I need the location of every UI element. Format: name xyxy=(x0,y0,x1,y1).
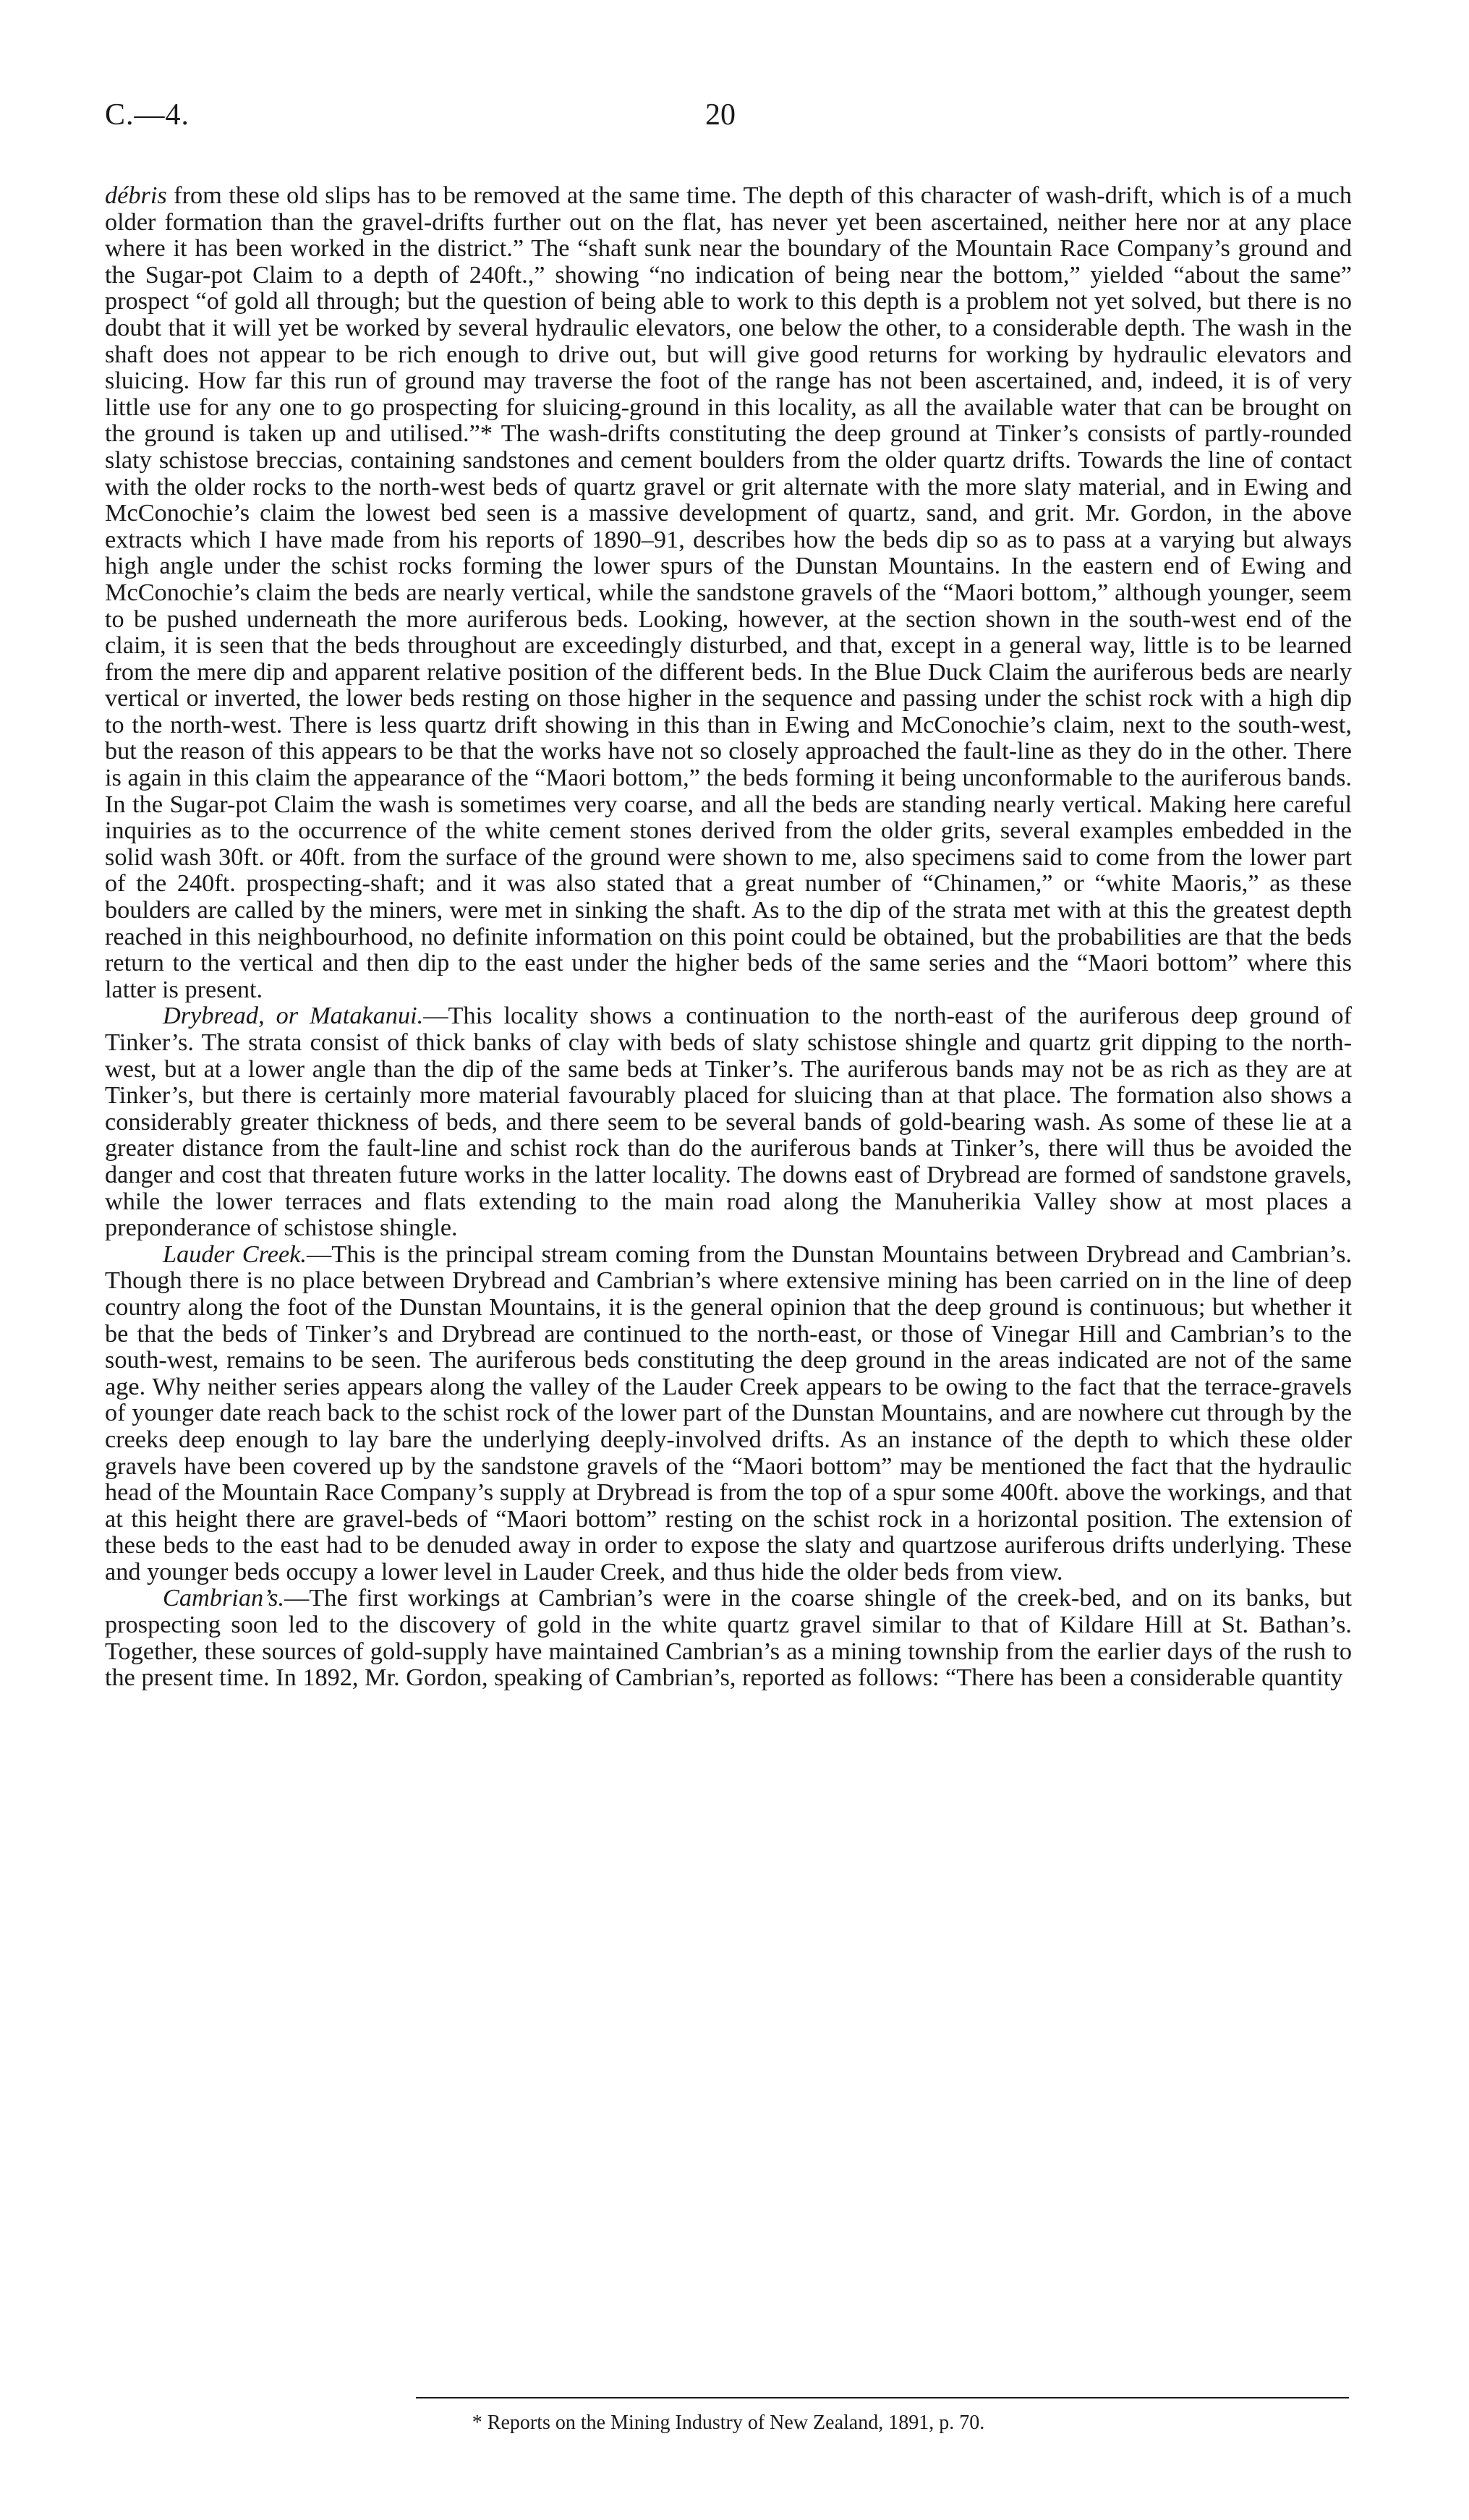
series-reference: C.—4. xyxy=(105,98,190,132)
paragraph-cambrians xyxy=(105,1585,1352,1690)
paragraph-text: —This is the principal stream coming from the Dunstan Mountains between Drybread and Cambrian’s. Though there is no place between Drybread and Cambrian’s where extensive mining has been carried on in the line of deep country along the foot of the Dunstan Mountains, it is the general opinion that the deep ground is continuous; but whether it be that the beds of Tinker’s and Drybread are continued to the north-east, or those of Vinegar Hill and Cambrian’s to the south-west, remains to be seen. The auriferous beds constituting the deep ground in the areas indicated are not of the same age. Why neither series appears along the valley of the Lauder Creek appears to be owing to the fact that the terrace-gravels of younger date reach back to the schist rock of the lower part of the Dunstan Mountains, and are nowhere cut through by the creeks deep enough to lay bare the underlying deeply-involved drifts. As an instance of the depth to which these older gravels have been covered up by the sandstone gravels of the “Maori bottom” may be mentioned the fact that the hydraulic head of the Mountain Race Company’s supply at Drybread is from the top of a spur some 400ft. above the workings, and that at this height there are gravel-beds of “Maori bottom” resting on the schist rock in a horizontal position. The extension of these beds to the east had to be denuded away in order to expose the slaty and quartzose auriferous drifts underlying. These and younger beds occupy a lower level in Lauder Creek, and thus hide the older beds from view. xyxy=(105,1240,1353,1585)
section-heading-cambrians: Cambrian’s. xyxy=(163,1584,285,1612)
footnote-divider xyxy=(416,2397,1349,2398)
body-text xyxy=(105,182,1352,1691)
paragraph-lauder-creek xyxy=(105,1241,1352,1585)
paragraph-drybread xyxy=(105,1003,1352,1240)
paragraph-text: —The first workings at Cambrian’s were in the coarse shingle of the creek-bed, and on its banks, but prospecting soon led to the discovery of gold in the white quartz gravel similar to that of Kildare Hill at St. Bathan’s. Together, these sources of gold-supply have maintained Cambrian’s as a mining township from the earlier days of the rush to the present time. In 1892, Mr. Gordon, speaking of Cambrian’s, reported as follows: “There has been a considerable quantity xyxy=(105,1584,1352,1692)
section-heading-lauder-creek: Lauder Creek. xyxy=(163,1240,307,1268)
section-heading-drybread: Drybread, or Matakanui. xyxy=(163,1002,424,1030)
footnote: * Reports on the Mining Industry of New Zealand, 1891, p. 70. xyxy=(472,2412,985,2434)
paragraph-text: from these old slips has to be removed at the same time. The depth of this character of wash-drift, which is of a much older formation than the gravel-drifts further out on the flat, has never yet been ascertained, neither here nor at any place where it has been worked in the district.” The “shaft sunk near the boundary of the Mountain Race Company’s ground and the Sugar-pot Claim to a depth of 240ft.,” showing “no indication of being near the bottom,” yielded “about the same” prospect “of gold all through; but the question of being able to work to this depth is a problem not yet solved, but there is no doubt that it will yet be worked by several hydraulic elevators, one below the other, to a considerable depth. The wash in the shaft does not appear to be rich enough to drive out, but will give good returns for working by hydraulic elevators and sluicing. How far this run of ground may traverse the foot of the range has not been ascertained, and, indeed, it is of very little use for any one to go prospecting for sluicing-ground in this locality, as all the available water that can be brought on the ground is taken up and utilised.”* The wash-drifts constituting the deep ground at Tinker’s consists of partly-rounded slaty schistose breccias, containing sandstones and cement boulders from the older quartz drifts. Towards the line of contact with the older rocks to the north-west beds of quartz gravel or grit alternate with the more slaty material, and in Ewing and McConochie’s claim the lowest bed seen is a massive development of quartz, sand, and grit. Mr. Gordon, in the above extracts which I have made from his reports of 1890–91, describes how the beds dip so as to pass at a varying but always high angle under the schist rocks forming the lower spurs of the Dunstan Mountains. In the eastern end of Ewing and McConochie’s claim the beds are nearly vertical, while the sandstone gravels of the “Maori bottom,” although younger, seem to be pushed underneath the more auriferous beds. Looking, however, at the section shown in the south-west end of the claim, it is seen that the beds throughout are exceedingly disturbed, and that, except in a general way, little is to be learned from the mere dip and apparent relative position of the different beds. In the Blue Duck Claim the auriferous beds are nearly vertical or inverted, the lower beds resting on those higher in the sequence and passing under the schist rock with a high dip to the north-west. There is less quartz drift showing in this than in Ewing and McConochie’s claim, next to the south-west, but the reason of this appears to be that the works have not so closely approached the fault-line as they do in the other. There is again in this claim the appearance of the “Maori bottom,” the beds forming it being unconformable to the auriferous bands. In the Sugar-pot Claim the wash is sometimes very coarse, and all the beds are standing nearly vertical. Making here careful inquiries as to the occurrence of the white cement stones derived from the older grits, several examples embedded in the solid wash 30ft. or 40ft. from the surface of the ground were shown to me, also specimens said to come from the lower part of the 240ft. prospecting-shaft; and it was also stated that a great number of “Chinamen,” or “white Maoris,” as these boulders are called by the miners, were met in sinking the shaft. As to the dip of the strata met with at this the greatest depth reached in this neighbourhood, no definite information on this point could be obtained, but the probabilities are that the beds return to the vertical and then dip to the east under the higher beds of the same series and the “Maori bottom” where this latter is present. xyxy=(105,182,1352,1003)
paragraph-text: —This locality shows a continuation to the north-east of the auriferous deep ground of Tinker’s. The strata consist of thick banks of clay with beds of slaty schistose shingle and quartz grit dipping to the north-west, but at a lower angle than the dip of the same beds at Tinker’s. The auriferous bands may not be as rich as they are at Tinker’s, but there is certainly more material favourably placed for sluicing than at that place. The formation also shows a considerably greater thickness of beds, and there seem to be several bands of gold-bearing wash. As some of these lie at a greater distance from the fault-line and schist rock than do the auriferous bands at Tinker’s, there will thus be avoided the danger and cost that threaten future works in the latter locality. The downs east of Drybread are formed of sandstone gravels, while the lower terraces and flats extending to the main road along the Manuherikia Valley show at most places a preponderance of schistose shingle. xyxy=(105,1002,1353,1242)
page-number: 20 xyxy=(705,98,736,132)
paragraph-lead: débris xyxy=(105,182,167,209)
paragraph-tinkers-continued xyxy=(105,182,1352,1003)
page-header xyxy=(105,98,1349,156)
